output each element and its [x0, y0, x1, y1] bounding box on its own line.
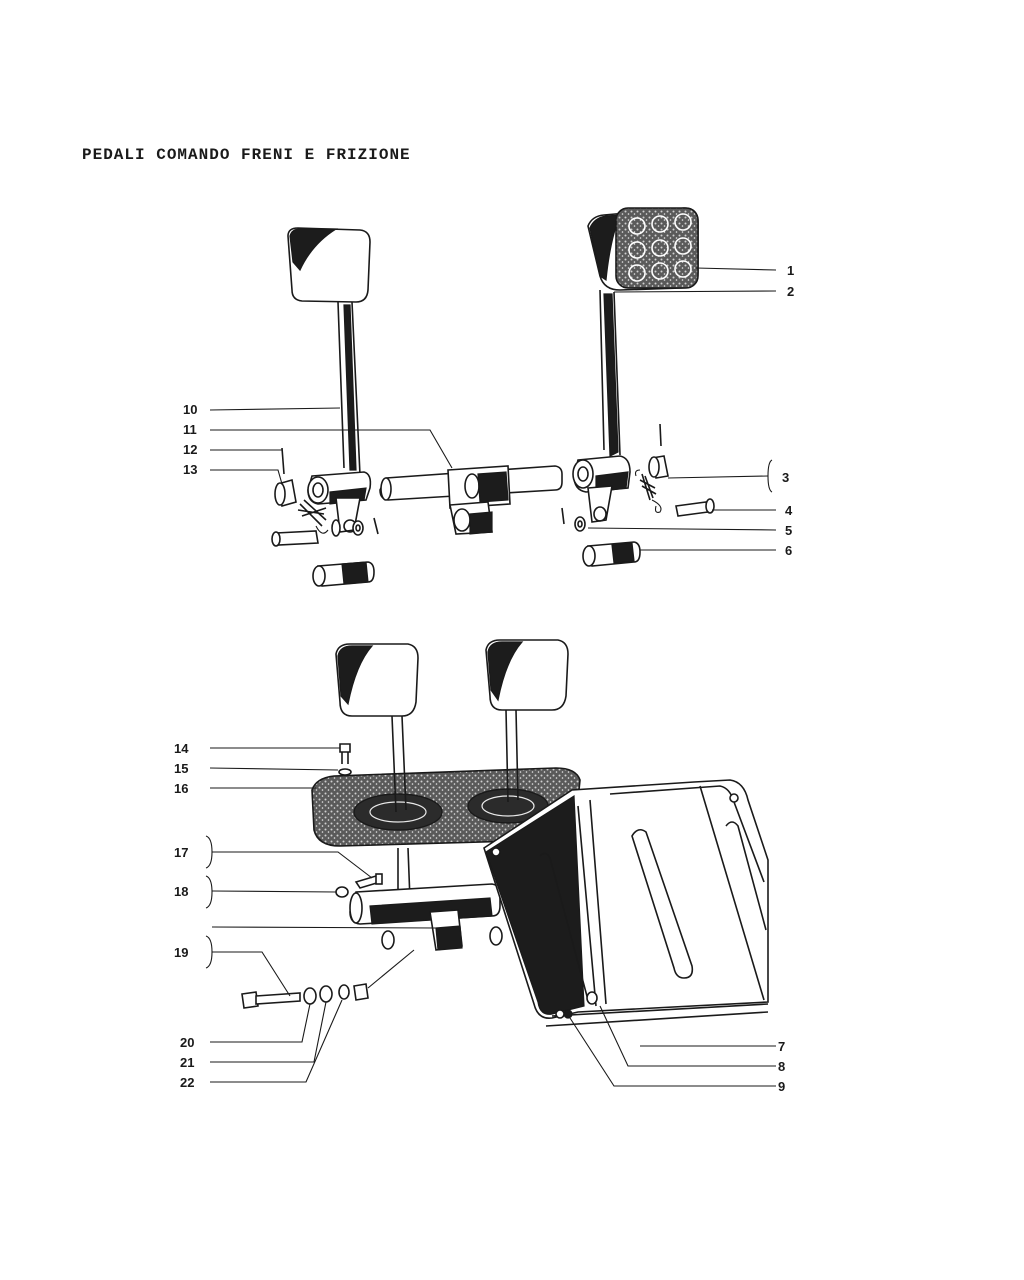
split-pin-3 [660, 424, 661, 446]
callout-17: 17 [174, 845, 189, 860]
clevis-pin-4 [676, 502, 708, 516]
callout-9: 9 [778, 1079, 786, 1094]
page-title: PEDALI COMANDO FRENI E FRIZIONE [82, 146, 411, 164]
right-small-parts [562, 424, 714, 566]
cross-shaft [380, 466, 562, 534]
callout-2: 2 [787, 284, 795, 299]
callout-13: 13 [183, 462, 198, 477]
callout-11: 11 [183, 422, 197, 437]
callout-1: 1 [787, 263, 795, 278]
callout-14: 14 [174, 741, 189, 756]
callout-5: 5 [785, 523, 793, 538]
callout-12: 12 [183, 442, 198, 457]
lower-assembly [242, 640, 768, 1026]
callout-4: 4 [785, 503, 793, 518]
callout-15: 15 [174, 761, 189, 776]
callout-20: 20 [180, 1035, 195, 1050]
callout-19: 19 [174, 945, 189, 960]
callout-6: 6 [785, 543, 793, 558]
callout-16: 16 [174, 781, 189, 796]
callout-7: 7 [778, 1039, 786, 1054]
callout-8: 8 [778, 1059, 786, 1074]
callout-21: 21 [180, 1055, 195, 1070]
callout-18: 18 [174, 884, 189, 899]
callout-3: 3 [782, 470, 790, 485]
callout-10: 10 [183, 402, 198, 417]
left-small-parts [272, 448, 378, 586]
upper-assembly [272, 208, 714, 586]
split-pin-12 [282, 448, 284, 474]
left-pedal [288, 228, 370, 532]
callout-22: 22 [180, 1075, 195, 1090]
